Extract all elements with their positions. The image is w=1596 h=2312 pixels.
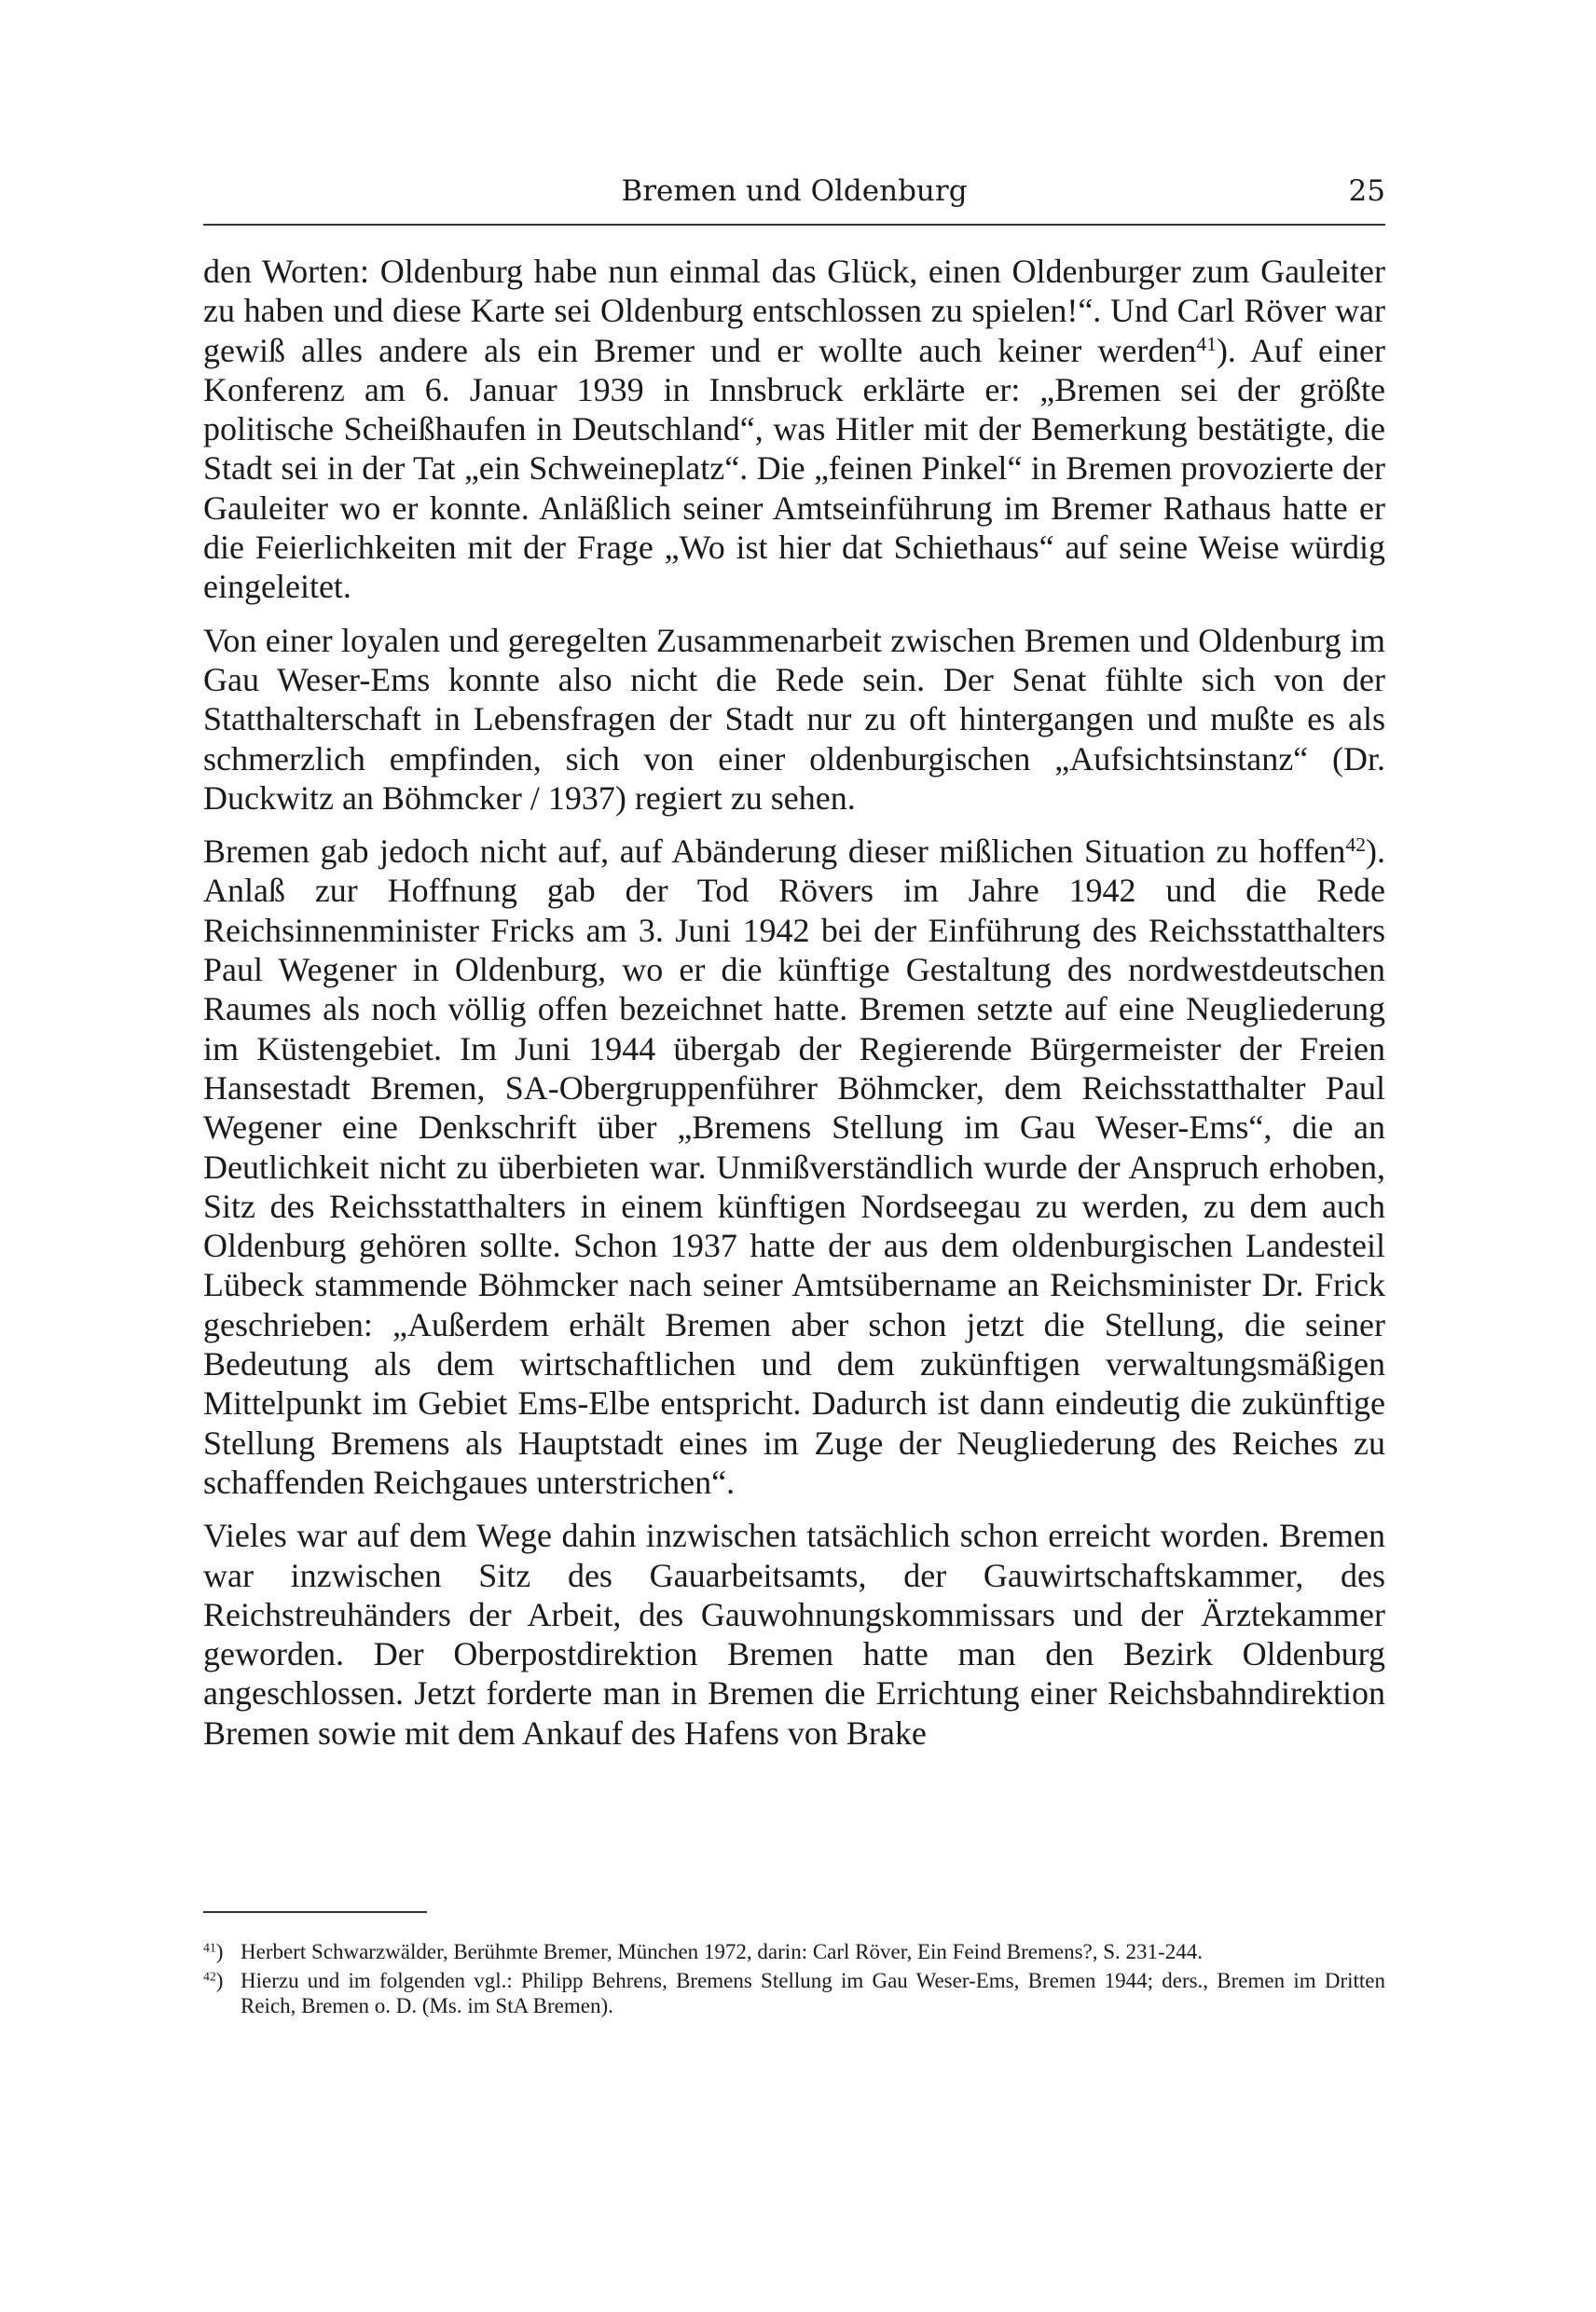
paragraph-3-text-a: Bremen gab jedoch nicht auf, auf Abänderung dieser mißlichen Situation zu hoffen <box>203 833 1346 871</box>
paragraph-3-text-b: ). Anlaß zur Hoffnung gab der Tod Rövers im Jahre 1942 und die Rede Reichsinnenminister Fricks am 3. Juni 1942 bei der Einführung des Reichsstatthalters Paul Wegener in Oldenburg, wo er die künftige Gestaltung des nordwestdeutschen Raumes als noch völlig offen bezeichnet hatte. Bremen setzte auf eine Neugliederung im Küstengebiet. Im Juni 1944 übergab der Regierende Bürgermeister der Freien Hansestadt Bremen, SA-Obergruppenführer Böhmcker, dem Reichsstatthalter Paul Wegener eine Denkschrift über „Bremens Stellung im Gau Weser-Ems“, die an Deutlichkeit nicht zu überbieten war. Unmißverständlich wurde der Anspruch erhoben, Sitz des Reichsstatthalters in einem künftigen Nordseegau zu werden, zu dem auch Oldenburg gehören sollte. Schon 1937 hatte der aus dem oldenburgischen Landesteil Lübeck stammende Böhmcker nach seiner Amtsübername an Reichsminister Dr. Frick geschrieben: „Außerdem erhält Bremen aber schon jetzt die Stellung, die seiner Bedeutung als dem wirtschaftlichen und dem zukünftigen verwaltungsmäßigen Mittelpunkt im Gebiet Ems-Elbe entspricht. Dadurch ist dann eindeutig die zukünftige Stellung Bremens als Hauptstadt eines im Zuge der Neugliederung des Reiches zu schaffenden Reichgaues unterstrichen“. <box>203 833 1385 1501</box>
paragraph-4: Vieles war auf dem Wege dahin inzwischen tatsächlich schon erreicht worden. Bremen war inzwischen Sitz des Gauarbeitsamts, der Gauwirtschaftskammer, des Reichstreuhänders der Arbeit, des Gauwohnungskommissars und der Ärztekammer geworden. Der Oberpostdirektion Bremen hatte man den Bezirk Oldenburg angeschlossen. Jetzt forderte man in Bremen die Errichtung einer Reichsbahndirektion Bremen sowie mit dem Ankauf des Hafens von Brake <box>203 1517 1385 1752</box>
paragraph-2: Von einer loyalen und geregelten Zusammenarbeit zwischen Bremen und Oldenburg im Gau Weser-Ems konnte also nicht die Rede sein. Der Senat fühlte sich von der Statthalterschaft in Lebensfragen der Stadt nur zu oft hintergangen und mußte es als schmerzlich empfinden, sich von einer oldenburgischen „Aufsichtsinstanz“ (Dr. Duckwitz an Böhmcker / 1937) regiert zu sehen. <box>203 621 1385 817</box>
footnote-ref-42[interactable]: 42 <box>1345 833 1366 857</box>
footnote-ref-41[interactable]: 41 <box>1196 332 1217 355</box>
body-text <box>203 252 1385 1767</box>
page-number: 25 <box>1348 174 1385 208</box>
footnote-text: Herbert Schwarzwälder, Berühmte Bremer, München 1972, darin: Carl Röver, Ein Feind Bremens?, S. 231-244. <box>241 1940 1203 1963</box>
footnote-41 <box>203 1939 1385 1964</box>
footnote-42 <box>203 1968 1385 2018</box>
paragraph-1-text-b: ). Auf einer Konferenz am 6. Januar 1939 in Innsbruck erklärte er: „Bremen sei der größte politische Scheißhaufen in Deutschland“, was Hitler mit der Bemerkung bestätigte, die Stadt sei in der Tat „ein Schweineplatz“. Die „feinen Pinkel“ in Bremen provozierte der Gauleiter wo er konnte. Anläßlich seiner Amtseinführung im Bremer Rathaus hatte er die Feierlichkeiten mit der Frage „Wo ist hier dat Schiethaus“ auf seine Weise würdig eingeleitet. <box>203 331 1386 606</box>
paragraph-3 <box>203 832 1385 1502</box>
paragraph-1-text-a: den Worten: Oldenburg habe nun einmal das Glück, einen Oldenburger zum Gauleiter zu haben und diese Karte sei Oldenburg entschlossen zu spielen!“. Und Carl Röver war gewiß alles andere als ein Bremer und er wollte auch keiner werden <box>203 253 1385 369</box>
footnote-rule <box>203 1911 427 1913</box>
running-head <box>203 168 1385 214</box>
footnote-mark: $^{42}$) <box>203 1969 224 1992</box>
paragraph-1 <box>203 252 1385 607</box>
header-rule <box>203 224 1385 226</box>
footnote-mark: $^{41}$) <box>203 1940 224 1963</box>
footnote-text: Hierzu und im folgenden vgl.: Philipp Behrens, Bremens Stellung im Gau Weser-Ems, Bremen 1944; ders., Bremen im Dritten Reich, Bremen o. D. (Ms. im StA Bremen). <box>241 1969 1385 2017</box>
running-head-title: Bremen und Oldenburg <box>621 174 968 208</box>
footnotes <box>203 1939 1385 2022</box>
